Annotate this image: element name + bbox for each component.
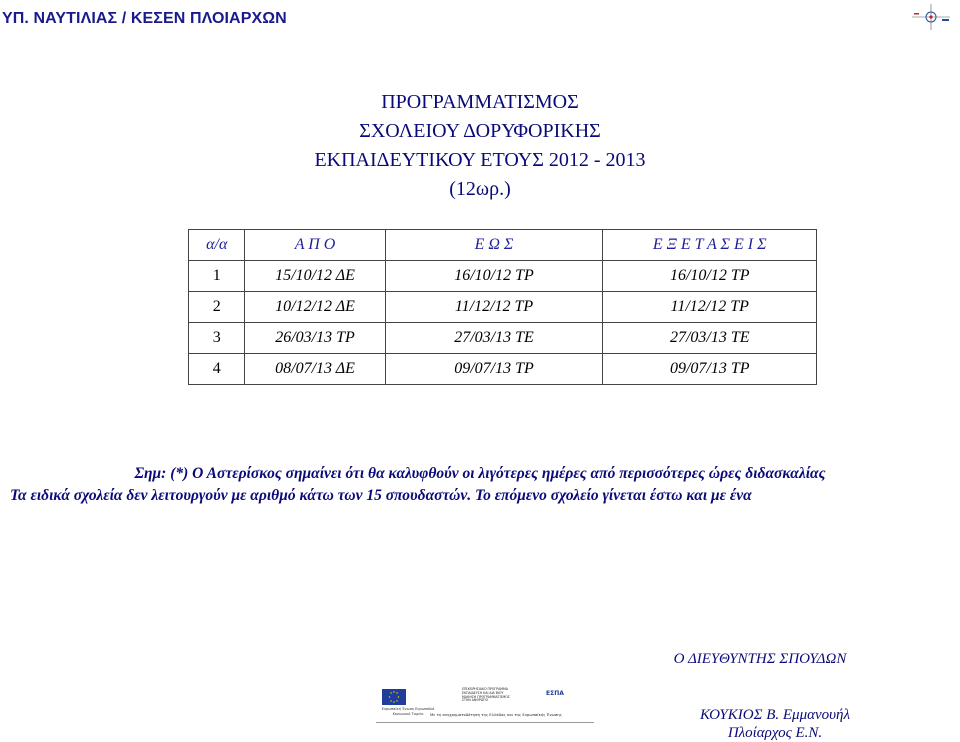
eu-caption: Ευρωπαϊκή Ένωση Ευρωπαϊκό Κοινωνικό Ταμείο (381, 707, 435, 716)
end-date: 16/10/12 ΤΡ (385, 261, 603, 292)
schedule-table (188, 229, 817, 385)
start-date: 15/10/12 ΔΕ (245, 261, 385, 292)
row-number: 1 (189, 261, 245, 292)
start-date: 26/03/13 ΤΡ (245, 323, 385, 354)
title-line-3: ΕΚΠΑΙΔΕΥΤΙΚΟΥ ΕΤΟΥΣ 2012 - 2013 (314, 149, 646, 171)
start-date: 10/12/12 ΔΕ (245, 292, 385, 323)
end-date: 27/03/13 ΤΕ (385, 323, 603, 354)
document-title (290, 88, 670, 204)
co-funding-caption: Με τη συγχρηματοδότηση της Ελλάδας και της Ευρωπαϊκής Ένωσης (430, 712, 562, 717)
ministry-header: ΥΠ. ΝΑΥΤΙΛΙΑΣ / ΚΕΣΕΝ ΠΛΟΙΑΡΧΩΝ (2, 10, 287, 27)
signer-name: ΚΟΥΚΙΟΣ Β. Εμμανουήλ (700, 707, 850, 723)
title-line-1: ΠΡΟΓΡΑΜΜΑΤΙΣΜΟΣ (381, 91, 579, 113)
signature-block (660, 706, 890, 742)
table-row (189, 354, 817, 385)
end-date: 11/12/12 ΤΡ (385, 292, 603, 323)
table-row (189, 292, 817, 323)
program-logo-caption: ΕΠΙΧΕΙΡΗΣΙΑΚΟ ΠΡΟΓΡΑΜΜΑ ΕΚΠΑΙΔΕΥΣΗ ΚΑΙ ΔΙΑ ΒΙΟΥ ΜΑΘΗΣΗ ΠΡΟΓΡΑΜΜΑΤΙΣΜΟΣ ΣΤΗΝ ΑΝΘΡΩΠΟ (462, 687, 510, 703)
minimum-students-note: Τα ειδικά σχολεία δεν λειτουργούν με αριθμό κάτω των 15 σπουδαστών. Το επόμενο σχολείο γίνεται έστω και με ένα (10, 487, 752, 504)
start-date: 08/07/13 ΔΕ (245, 354, 385, 385)
end-date: 09/07/13 ΤΡ (385, 354, 603, 385)
exam-date: 11/12/12 ΤΡ (603, 292, 817, 323)
eu-flag-icon (382, 689, 406, 705)
exam-date: 09/07/13 ΤΡ (603, 354, 817, 385)
organization-logo (906, 2, 956, 32)
exam-date: 27/03/13 ΤΕ (603, 323, 817, 354)
header-exams: Ε Ξ Ε Τ Α Σ Ε Ι Σ (603, 230, 817, 261)
asterisk-note: Σημ: (*) Ο Αστερίσκος σημαίνει ότι θα καλυφθούν οι λιγότερες ημέρες από περισσότερες ώρες διδασκαλίας (134, 465, 826, 482)
row-number: 3 (189, 323, 245, 354)
signer-rank: Πλοίαρχος Ε.Ν. (727, 725, 823, 741)
exam-date: 16/10/12 ΤΡ (603, 261, 817, 292)
signature-role: Ο ΔΙΕΥΘΥΝΤΗΣ ΣΠΟΥΔΩΝ (673, 651, 847, 667)
title-line-4: (12ωρ.) (449, 178, 511, 200)
header-aa: α/α (189, 230, 245, 261)
header-from: Α Π Ο (245, 230, 385, 261)
row-number: 2 (189, 292, 245, 323)
row-number: 4 (189, 354, 245, 385)
funding-logos (376, 688, 594, 723)
espa-logo: ΕΣΠΑ (546, 690, 564, 697)
title-line-2: ΣΧΟΛΕΙΟΥ ΔΟΡΥΦΟΡΙΚΗΣ (359, 120, 601, 142)
table-row (189, 323, 817, 354)
header-to: Ε Ω Σ (385, 230, 603, 261)
table-row (189, 261, 817, 292)
table-header-row (189, 230, 817, 261)
